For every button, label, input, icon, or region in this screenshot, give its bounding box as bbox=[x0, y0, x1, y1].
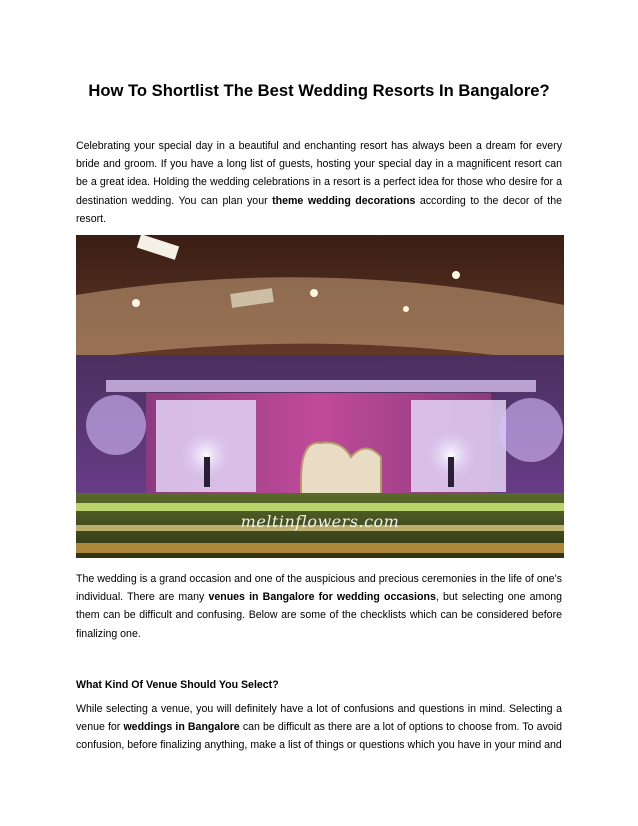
right-lamp-stand bbox=[448, 457, 454, 487]
right-tree bbox=[499, 398, 563, 462]
ceiling-spotlight bbox=[452, 271, 460, 279]
second-paragraph bbox=[76, 570, 562, 643]
photo-watermark: meltinflowers.com bbox=[240, 512, 400, 531]
para3-text-1: While selecting a venue, you will definitely have a lot of confusions and questions in mind. Selecting a venue for bbox=[76, 703, 562, 734]
ceiling-spotlight bbox=[403, 306, 409, 312]
intro-paragraph bbox=[76, 137, 562, 228]
venues-in-bangalore-link[interactable]: venues in Bangalore for wedding occasions bbox=[208, 591, 436, 604]
left-lamp-stand bbox=[204, 457, 210, 487]
intro-text-2: according to the decor of the resort. bbox=[76, 194, 562, 225]
wedding-stage-illustration bbox=[76, 235, 564, 558]
ceiling-spotlight bbox=[310, 289, 318, 297]
para2-text-2: , but selecting one among them can be difficult and confusing. Below are some of the checklists which can be considered before finalizing one. bbox=[76, 591, 563, 640]
weddings-in-bangalore-link[interactable]: weddings in Bangalore bbox=[123, 721, 240, 734]
theme-wedding-decorations-link[interactable]: theme wedding decorations bbox=[272, 194, 416, 207]
para3-text-2: can be difficult as there are a lot of options to choose from. To avoid confusion, before finalizing anything, make a list of things or questions which you have in your mind and bbox=[76, 721, 563, 752]
para2-text-1: The wedding is a grand occasion and one of the auspicious and precious ceremonies in the life of one’s individual. There are many bbox=[76, 573, 562, 604]
light-strip bbox=[106, 380, 536, 392]
intro-text-1: Celebrating your special day in a beautiful and enchanting resort has always been a dream for every bride and groom. If you have a long list of guests, hosting your special day in a magnificent resort can be a great idea. Holding the wedding celebrations in a resort is a perfect idea for those who desire for a destination wedding. You can plan your bbox=[76, 140, 562, 207]
ceiling-spotlight bbox=[132, 299, 140, 307]
section-heading: What Kind Of Venue Should You Select? bbox=[76, 679, 279, 691]
left-tree bbox=[86, 395, 146, 455]
wedding-sofa bbox=[301, 443, 381, 495]
document-title: How To Shortlist The Best Wedding Resorts In Bangalore? bbox=[88, 81, 550, 100]
wedding-stage-photo bbox=[76, 235, 564, 558]
third-paragraph bbox=[76, 700, 562, 755]
